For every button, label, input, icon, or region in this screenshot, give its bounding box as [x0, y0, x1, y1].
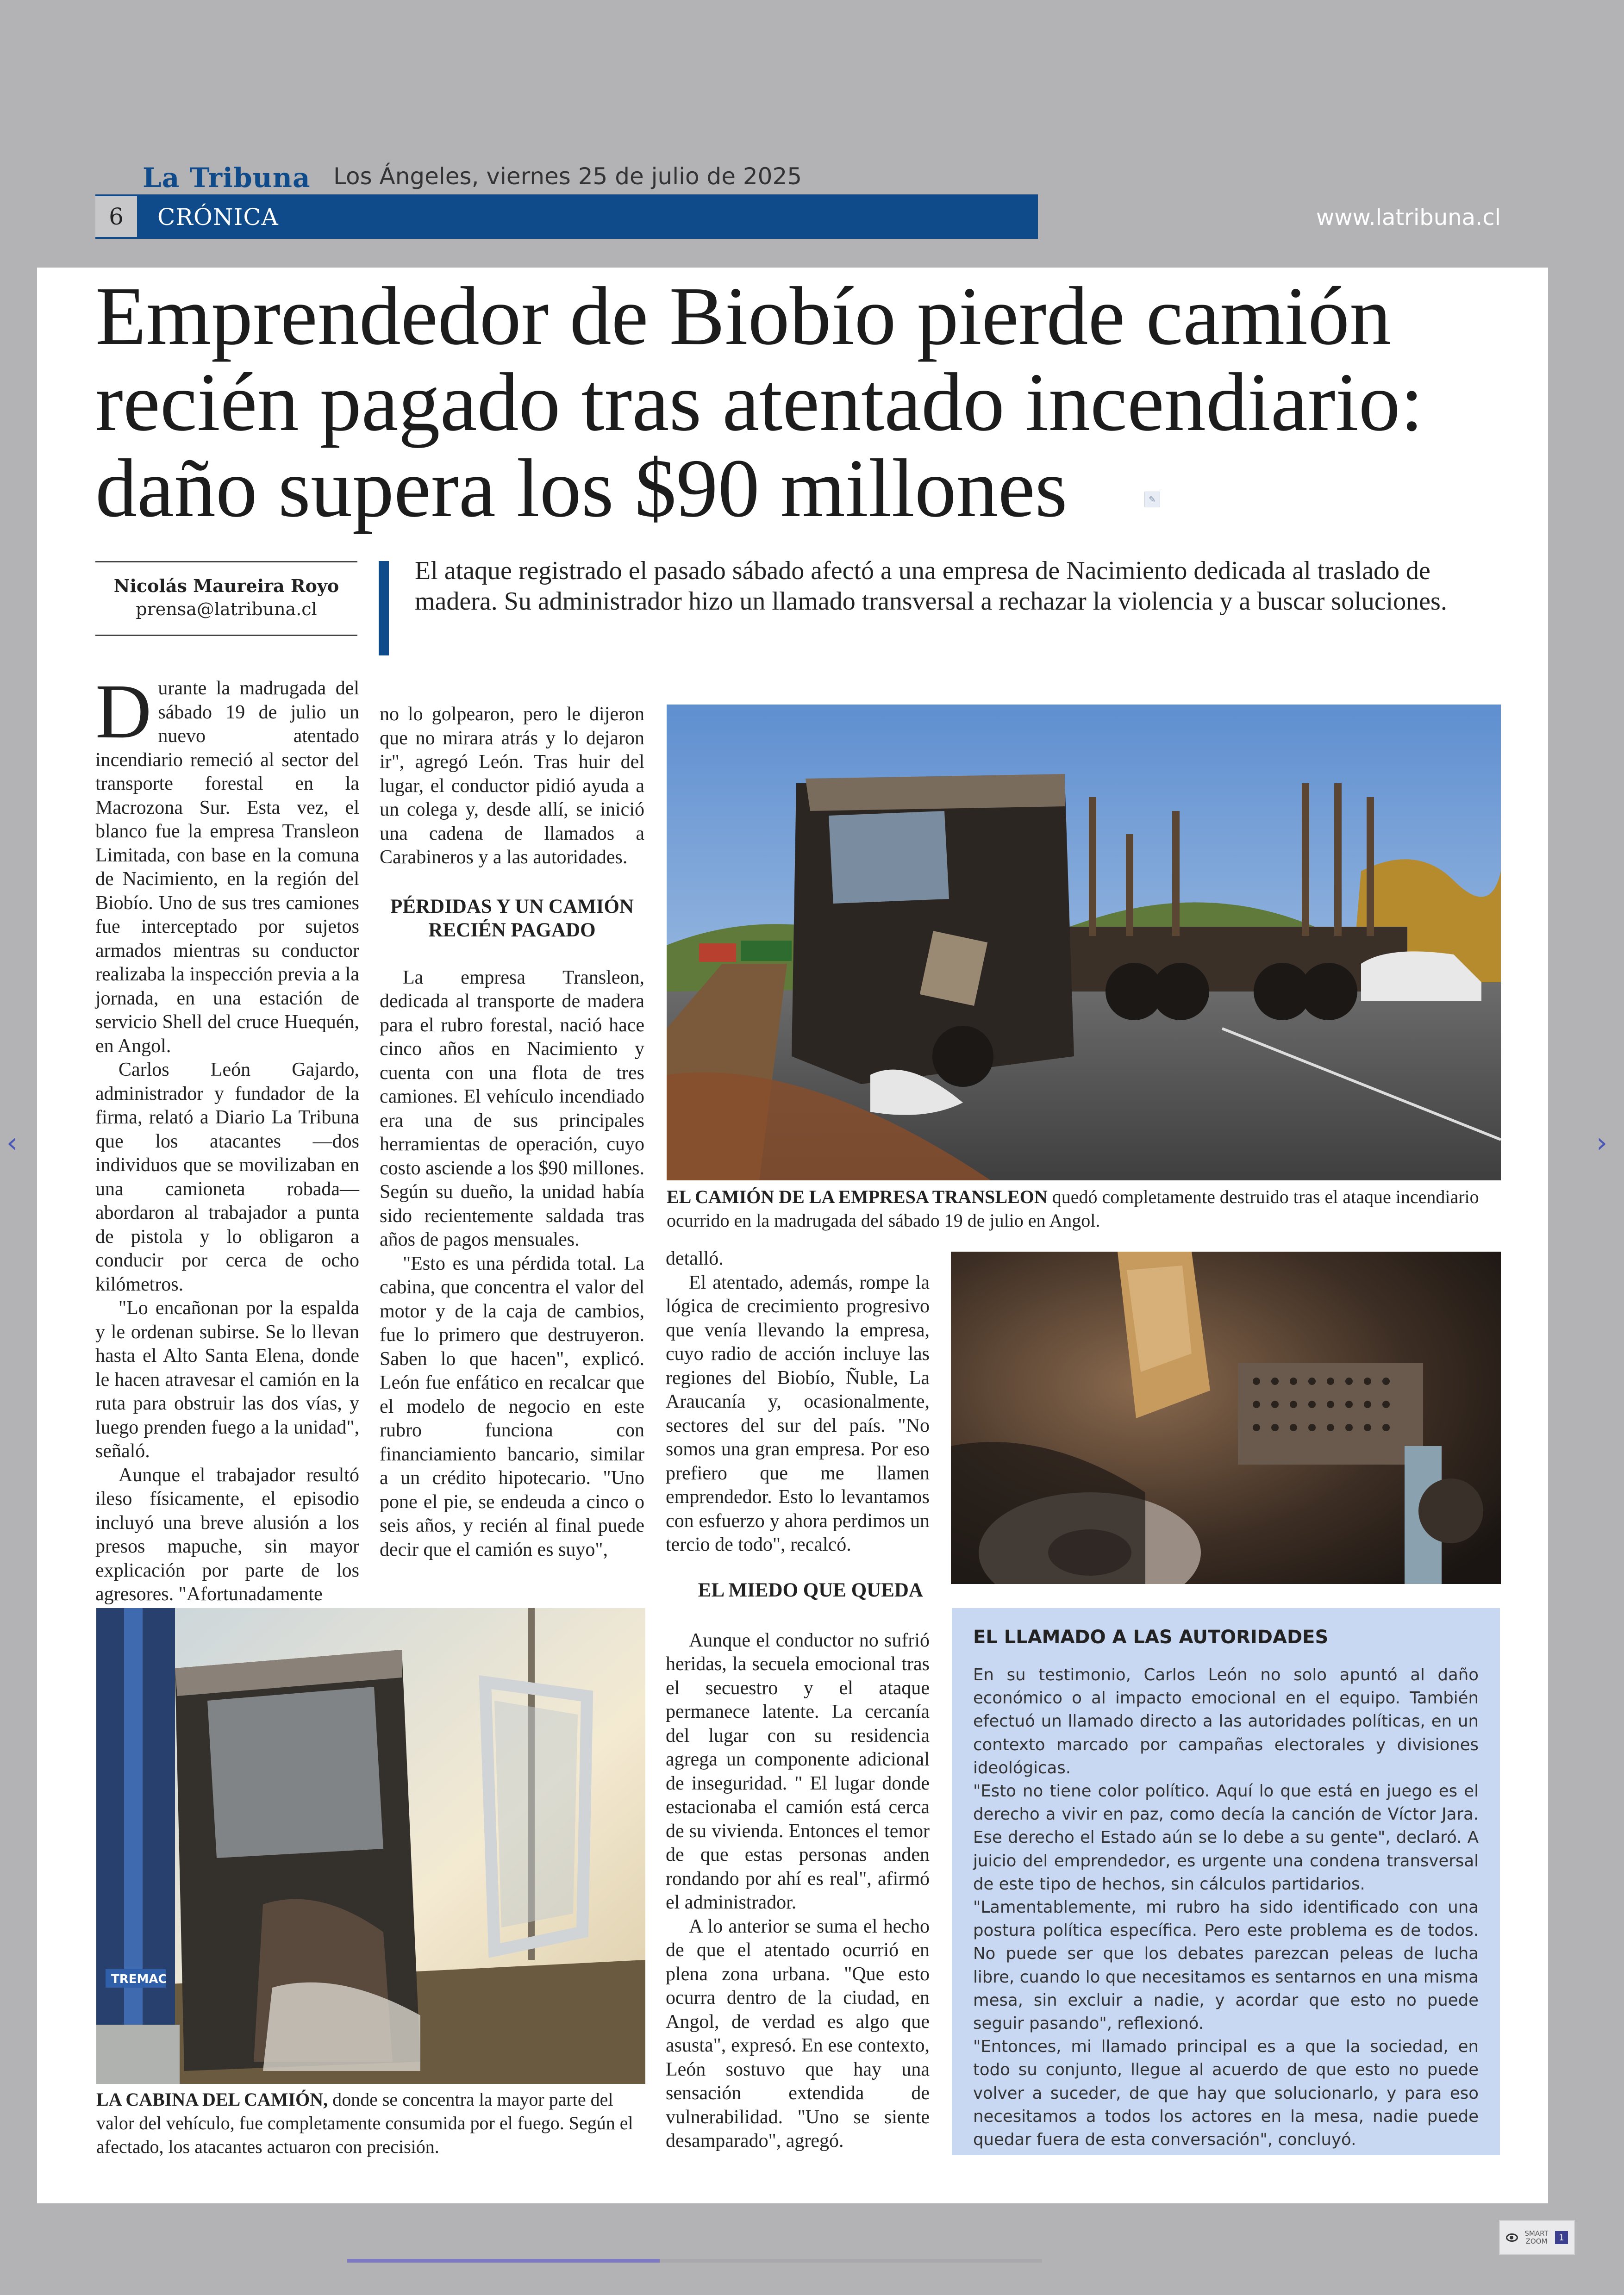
author-email: prensa@latribuna.cl — [136, 599, 317, 619]
zoom-count-badge: 1 — [1555, 2231, 1568, 2244]
caption-text: donde se concentra la mayor parte del valor del vehículo, fue completamente consumida por el fuego. Según el afectado, los atacantes actuaron con precisión. — [96, 2089, 633, 2157]
paragraph: Aunque el conductor no sufrió heridas, la secuela emocional tras el secuestro y el ataque permanece latente. La cercanía del lugar con su residencia agrega un componente adicional de inseguridad. " El lugar donde estacionaba el camión está cerca de su vivienda. Entonces el temor de que estas personas anden rondando por ahí es real", afirmó el administrador. — [666, 1629, 930, 1913]
eye-icon — [1506, 2233, 1518, 2242]
drop-cap: D — [95, 668, 152, 755]
page-number: 6 — [95, 196, 137, 237]
page-title: Emprendedor de Biobío pierde camión recién pagado tras atentado incendiario: daño supera los $90 millones — [95, 270, 1424, 534]
paragraph-text: urante la madrugada del sábado 19 de julio un nuevo atentado incendiario remeció al sector del transporte forestal en la Macrozona Sur. Esta vez, el blanco fue la empresa Transleon Limitada, con base en la comuna de Nacimiento, en la región del Biobío. Uno de sus tres camiones fue interceptado por sujetos armados mientras su conductor realizaba la inspección previa a la jornada, en una estación de servicio Shell del cruce Huequén, en Angol. — [95, 678, 359, 1057]
paragraph: En su testimonio, Carlos León no solo apuntó al daño económico o al impacto emocional en el equipo. También efectuó un llamado directo a las autoridades políticas, en un contexto marcado por campañas electorales y divisiones ideológicas. — [973, 1665, 1479, 1777]
author-name: Nicolás Maureira Royo — [113, 575, 339, 596]
paragraph: "Lo encañonan por la espalda y le ordenan subirse. Se lo llevan hasta el Alto Santa Elena, donde le hacen atravesar el camión en la ruta para obstruir las dos vías, y luego prenden fuego a la unidad", señaló. — [95, 1297, 359, 1462]
paragraph: Carlos León Gajardo, administrador y fundador de la firma, relató a Diario La Tribuna que los atacantes —dos individuos que se movilizaban en una camioneta robada— abordaron al trabajador a punta de pistola y lo obligaron a conducir por cerca de ocho kilómetros. — [95, 1059, 359, 1295]
byline — [95, 561, 357, 636]
site-url-link[interactable]: www.latribuna.cl — [1316, 205, 1501, 231]
burned-engine-photo[interactable] — [951, 1252, 1501, 1584]
caption-lead: EL CAMIÓN DE LA EMPRESA TRANSLEON — [667, 1186, 1048, 1207]
box-body — [973, 1664, 1479, 2152]
article-column-3 — [666, 1247, 930, 2153]
next-page-button[interactable]: › — [1596, 1127, 1607, 1159]
smart-zoom-button[interactable] — [1499, 2220, 1575, 2255]
paragraph: A lo anterior se suma el hecho de que el atentado ocurrió en plena zona urbana. "Que esto ocurra dentro de la ciudad, en Angol, de verdad es algo que asusta", expresó. En ese contexto, León sostuvo que hay una sensación extendida de vulnerabilidad. "Uno se siente desamparado", agregó. — [666, 1915, 930, 2152]
smart-zoom-label: SMART ZOOM — [1524, 2229, 1549, 2245]
paragraph: El atentado, además, rompe la lógica de crecimiento progresivo que venía llevando la empresa, cuyo radio de acción incluye las regiones del Biobío, Ñuble, La Araucanía y, ocasionalmente, sectores del sur del país. "No somos una gran empresa. Por eso prefiero que me llamen emprendedor. Esto lo levantamos con esfuerzo y ahora perdimos un tercio de todo", recalcó. — [666, 1272, 930, 1555]
subheading: EL MIEDO QUE QUEDA — [698, 1579, 923, 1601]
section-name: CRÓNICA — [157, 204, 279, 231]
photo-caption — [667, 1185, 1501, 1232]
photo-caption — [96, 2088, 645, 2158]
issue-date: Los Ángeles, viernes 25 de julio de 2025 — [333, 163, 802, 190]
paragraph: no lo golpearon, pero le dijeron que no mirara atrás y lo dejaron ir", agregó León. Tras huir del lugar, el conductor pidió ayuda a un colega y, desde allí, se inició una cadena de llamados a Carabineros y a las autoridades. — [380, 704, 644, 868]
sidebar-box — [952, 1608, 1500, 2155]
paragraph: "Entonces, mi llamado principal es a que la sociedad, en todo su conjunto, llegue al acuerdo de que esto no puede volver a suceder, de que hay que solucionarlo, y para eso necesitamos a todos los actores en la mesa, nadie puede quedar fuera de esta conversación", concluyó. — [973, 2037, 1479, 2150]
caption-text: quedó completamente destruido tras el ataque incendiario ocurrido en la madrugada del sábado 19 de julio en Angol. — [667, 1186, 1479, 1231]
box-title: EL LLAMADO A LAS AUTORIDADES — [973, 1627, 1329, 1648]
paragraph: "Lamentablemente, mi rubro ha sido identificado con una postura política específica. Pero este problema es de todos. No puede ser que los debates parezcan peleas de lucha libre, cuando lo que necesitamos es sentarnos en una misma mesa, sin excluir a nadie, y acordar que esto no puede seguir pasando", reflexionó. — [973, 1898, 1479, 2033]
page-scrollbar-thumb[interactable] — [347, 2259, 660, 2263]
article-column-2 — [380, 703, 644, 1562]
paragraph: detalló. — [666, 1248, 724, 1269]
prev-page-button[interactable]: ‹ — [6, 1127, 18, 1159]
paragraph: "Esto es una pérdida total. La cabina, que concentra el valor del motor y de la caja de cambios, fue lo primero que destruyeron. Saben lo que hacen", explicó. León fue enfático en recalcar que el modelo de negocio en este rubro funciona con financiamiento bancario, similar a un crédito hipotecario. "Uno pone el pie, se endeuda a cinco o seis años, y recién al final puede decir que el camión es suyo", — [380, 1253, 644, 1560]
paragraph: Aunque el trabajador resultó ileso físicamente, el episodio incluyó una breve alusión a los presos mapuche, sin mayor explicación por parte de los agresores. "Afortunadamente — [95, 1464, 359, 1605]
paragraph — [95, 668, 359, 1058]
note-icon[interactable]: ✎ — [1144, 492, 1160, 507]
paragraph: "Esto no tiene color político. Aquí lo que está en juego es el derecho a vivir en paz, como decía la canción de Víctor Jara. Ese derecho el Estado aún se lo debe a su gente", declaró. A juicio del emprendedor, es urgente una condena transversal de este tipo de hechos, sin cálculos partidarios. — [973, 1782, 1479, 1894]
burned-cabin-photo[interactable] — [96, 1608, 645, 2084]
burned-truck-photo[interactable] — [667, 705, 1501, 1180]
lead-accent-bar — [379, 561, 389, 655]
article-lead: El ataque registrado el pasado sábado afectó a una empresa de Nacimiento dedicada al traslado de madera. Su administrador hizo un llamado transversal a rechazar la violencia y a buscar soluciones. — [415, 556, 1447, 616]
subheading: PÉRDIDAS Y UN CAMIÓN RECIÉN PAGADO — [390, 895, 634, 941]
caption-lead: LA CABINA DEL CAMIÓN, — [96, 2089, 328, 2110]
paragraph: La empresa Transleon, dedicada al transporte de madera para el rubro forestal, nació hace cinco años en Nacimiento y cuenta con una flota de tres camiones. El vehículo incendiado era una de sus principales herramientas de operación, cuyo costo asciende a los $90 millones. Según su dueño, la unidad había sido recientemente saldada tras años de pagos mensuales. — [380, 967, 644, 1250]
truck-brand-lettering: TREMAC — [111, 1972, 167, 1986]
article-column-1 — [95, 668, 359, 1607]
newspaper-logo: La Tribuna — [143, 162, 311, 193]
